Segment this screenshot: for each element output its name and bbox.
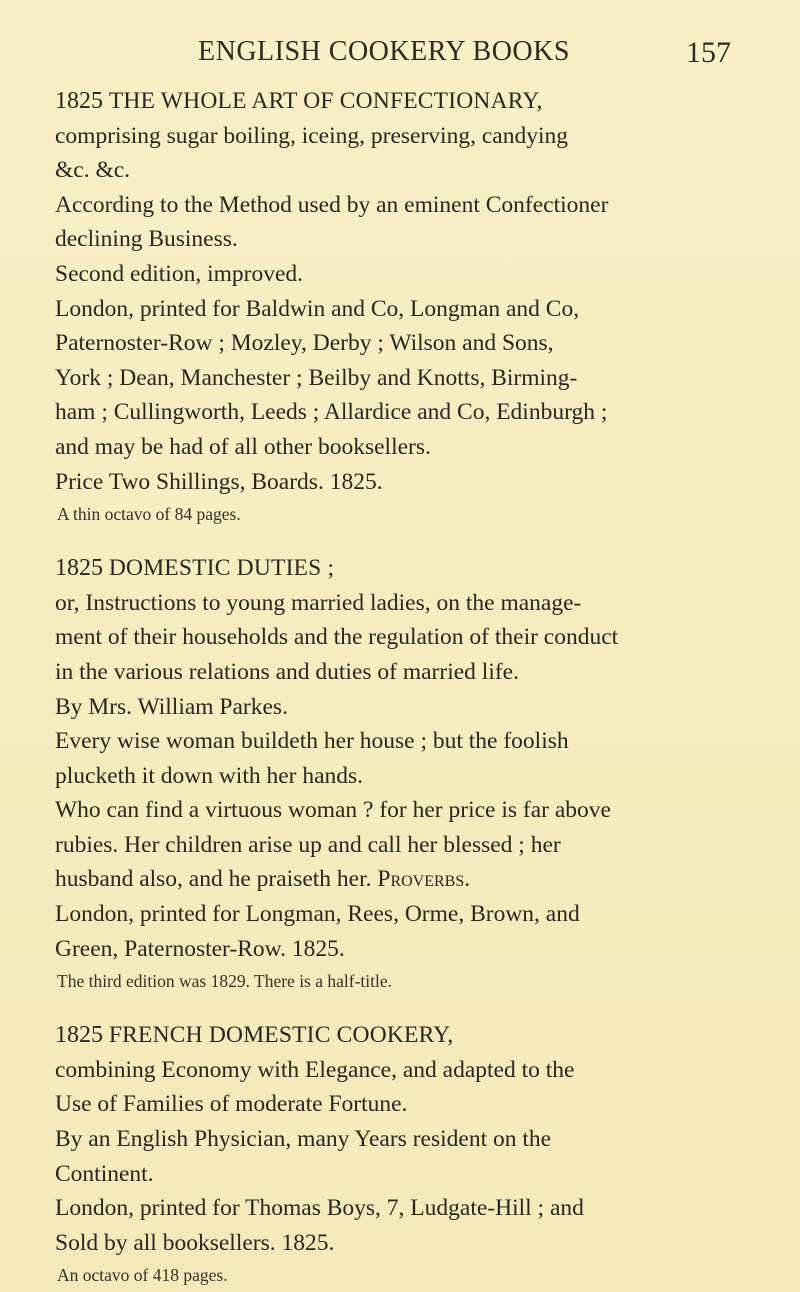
running-head-title: ENGLISH COOKERY BOOKS: [198, 36, 570, 67]
entry-title: FRENCH DOMESTIC COOKERY,: [108, 1022, 454, 1049]
entry-line: Who can find a virtuous woman ? for her price is far above: [55, 797, 611, 824]
entry-year: 1825: [55, 555, 103, 582]
entry-line: or, Instructions to young married ladies, on the manage-: [55, 589, 582, 616]
entry-title: DOMESTIC DUTIES ;: [108, 555, 335, 582]
bibliography-entry: [55, 84, 745, 529]
entry-line: Price Two Shillings, Boards. 1825.: [55, 468, 383, 495]
entry-line: By Mrs. William Parkes.: [55, 693, 288, 720]
entry-line-text: husband also, and he praiseth her.: [55, 866, 372, 893]
entry-line: Second edition, improved.: [55, 260, 304, 287]
entry-line: London, printed for Thomas Boys, 7, Ludgate-Hill ; and: [55, 1195, 584, 1222]
entry-line: By an English Physician, many Years resident on the: [55, 1126, 552, 1153]
page-number: 157: [686, 36, 731, 69]
entry-line: &c. &c.: [55, 157, 131, 184]
bibliography-entries: [55, 84, 745, 1290]
entry-title-line: [55, 84, 745, 119]
entry-line: Use of Families of moderate Fortune.: [55, 1091, 408, 1118]
entry-line: Continent.: [55, 1160, 154, 1187]
entry-line: York ; Dean, Manchester ; Beilby and Knotts, Birming-: [55, 364, 578, 391]
entry-line: London, printed for Baldwin and Co, Longman and Co,: [55, 295, 580, 322]
bibliography-entry: [55, 551, 745, 996]
entry-line: comprising sugar boiling, iceing, preserving, candying: [55, 122, 568, 149]
entry-title: THE WHOLE ART OF CONFECTIONARY,: [108, 88, 543, 114]
entry-year: 1825: [55, 88, 103, 114]
entry-note: A thin octavo of 84 pages.: [57, 504, 241, 525]
entry-line: rubies. Her children arise up and call her blessed ; her: [55, 831, 561, 858]
entry-line: Paternoster-Row ; Mozley, Derby ; Wilson and Sons,: [55, 330, 554, 357]
entry-line: London, printed for Longman, Rees, Orme, Brown, and: [55, 901, 580, 928]
entry-note: An octavo of 418 pages.: [57, 1265, 228, 1286]
entry-attribution: Proverbs.: [377, 866, 471, 893]
entry-line: According to the Method used by an eminent Confectioner: [55, 191, 609, 218]
entry-title-line: [55, 1018, 745, 1053]
entry-line: and may be had of all other booksellers.: [55, 433, 431, 460]
entry-line: combining Economy with Elegance, and adapted to the: [55, 1056, 575, 1083]
entry-line: [55, 862, 745, 897]
entry-title-line: [55, 551, 745, 586]
entry-line: in the various relations and duties of married life.: [55, 658, 519, 685]
entry-note: The third edition was 1829. There is a half-title.: [57, 971, 393, 992]
entry-line: ham ; Cullingworth, Leeds ; Allardice and Co, Edinburgh ;: [55, 399, 608, 426]
entry-year: 1825: [55, 1022, 103, 1049]
entry-line: plucketh it down with her hands.: [55, 762, 364, 789]
entry-line: Green, Paternoster-Row. 1825.: [55, 935, 345, 962]
entry-line: Sold by all booksellers. 1825.: [55, 1229, 335, 1256]
running-head: [0, 30, 800, 76]
bibliography-entry: [55, 1018, 745, 1290]
entry-line: Every wise woman buildeth her house ; but the foolish: [55, 728, 569, 755]
entry-line: ment of their households and the regulation of their conduct: [55, 624, 619, 651]
entry-line: declining Business.: [55, 226, 238, 253]
